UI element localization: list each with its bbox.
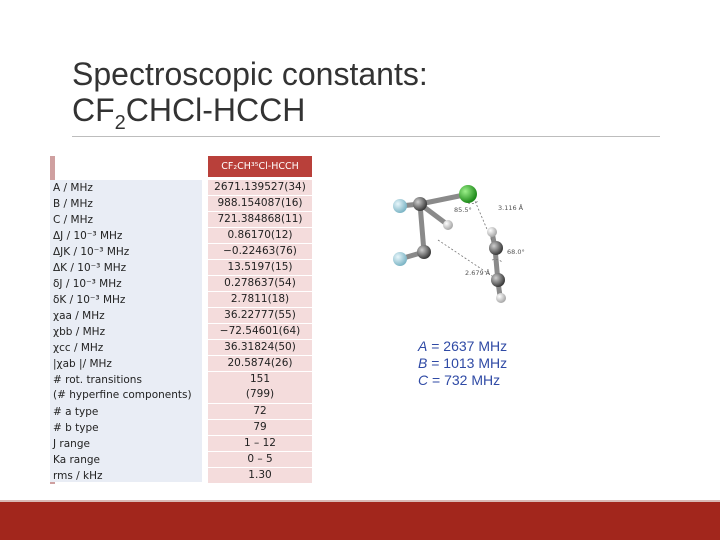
row-value: 79: [208, 420, 312, 435]
title-line-2: $CF_2CHCl$-HCCH: [72, 92, 306, 134]
row-label: δK / 10⁻³ MHz: [53, 294, 126, 306]
fluorine-atom: [393, 199, 407, 213]
fluorine-atom: [393, 252, 407, 266]
slide-title: [72, 56, 632, 141]
row-value: 13.5197(15): [208, 260, 312, 275]
hydrogen-atom: [487, 227, 497, 237]
row-value: 2671.139527(34): [208, 180, 312, 195]
row-label: ΔJ / 10⁻³ MHz: [53, 230, 123, 242]
row-label: χcc / MHz: [53, 342, 104, 354]
footer-bar: [0, 502, 720, 540]
carbon-atom: [489, 241, 503, 255]
angle-label: 85.5°: [454, 206, 472, 214]
row-value: 151 (799): [208, 372, 312, 403]
hydrogen-atom: [443, 220, 453, 230]
row-value: −0.22463(76): [208, 244, 312, 259]
row-value: 2.7811(18): [208, 292, 312, 307]
carbon-atom: [491, 273, 505, 287]
row-value: 72: [208, 404, 312, 419]
constant-b: B = 1013 MHz: [418, 355, 508, 371]
row-label: χaa / MHz: [53, 310, 105, 322]
row-value: 0.86170(12): [208, 228, 312, 243]
constant-a: A = 2637 MHz: [418, 338, 508, 354]
row-value: 36.22777(55): [208, 308, 312, 323]
row-value: 721.384868(11): [208, 212, 312, 227]
row-value: 1.30: [208, 468, 312, 483]
row-value: 20.5874(26): [208, 356, 312, 371]
row-label: ΔJK / 10⁻³ MHz: [53, 246, 130, 258]
carbon-atom: [413, 197, 427, 211]
row-value: 0.278637(54): [208, 276, 312, 291]
distance-label: 2.679 Å: [465, 269, 491, 277]
row-label: ΔK / 10⁻³ MHz: [53, 262, 127, 274]
title-divider: [72, 136, 660, 137]
carbon-atom: [417, 245, 431, 259]
row-label: |χab |/ MHz: [53, 358, 112, 370]
row-label: χbb / MHz: [53, 326, 106, 338]
chlorine-atom: [459, 185, 477, 203]
row-value: −72.54601(64): [208, 324, 312, 339]
row-value: 988.154087(16): [208, 196, 312, 211]
hydrogen-atom: [496, 293, 506, 303]
row-label: C / MHz: [53, 214, 94, 226]
row-label: B / MHz: [53, 198, 93, 210]
row-label: # rot. transitions (# hyperfine components): [53, 374, 192, 401]
distance-label: 3.116 Å: [498, 204, 524, 212]
row-label: J range: [53, 438, 90, 450]
row-value: 0 – 5: [208, 452, 312, 467]
row-label: Ka range: [53, 454, 101, 466]
row-label: δJ / 10⁻³ MHz: [53, 278, 122, 290]
row-value: 1 – 12: [208, 436, 312, 451]
rotational-constants: [418, 338, 507, 389]
row-label: rms / kHz: [53, 470, 103, 482]
angle-label: 68.0°: [507, 248, 525, 256]
constant-c: C = 732 MHz: [418, 372, 501, 388]
row-label: # b type: [53, 422, 99, 434]
row-value: 36.31824(50): [208, 340, 312, 355]
row-label: A / MHz: [53, 182, 93, 194]
molecule-structure-figure: [380, 168, 530, 330]
title-line-1: Spectroscopic constants:: [72, 56, 428, 92]
table-header: CF₂CH³⁵Cl-HCCH: [208, 156, 312, 177]
row-label: # a type: [53, 406, 99, 418]
